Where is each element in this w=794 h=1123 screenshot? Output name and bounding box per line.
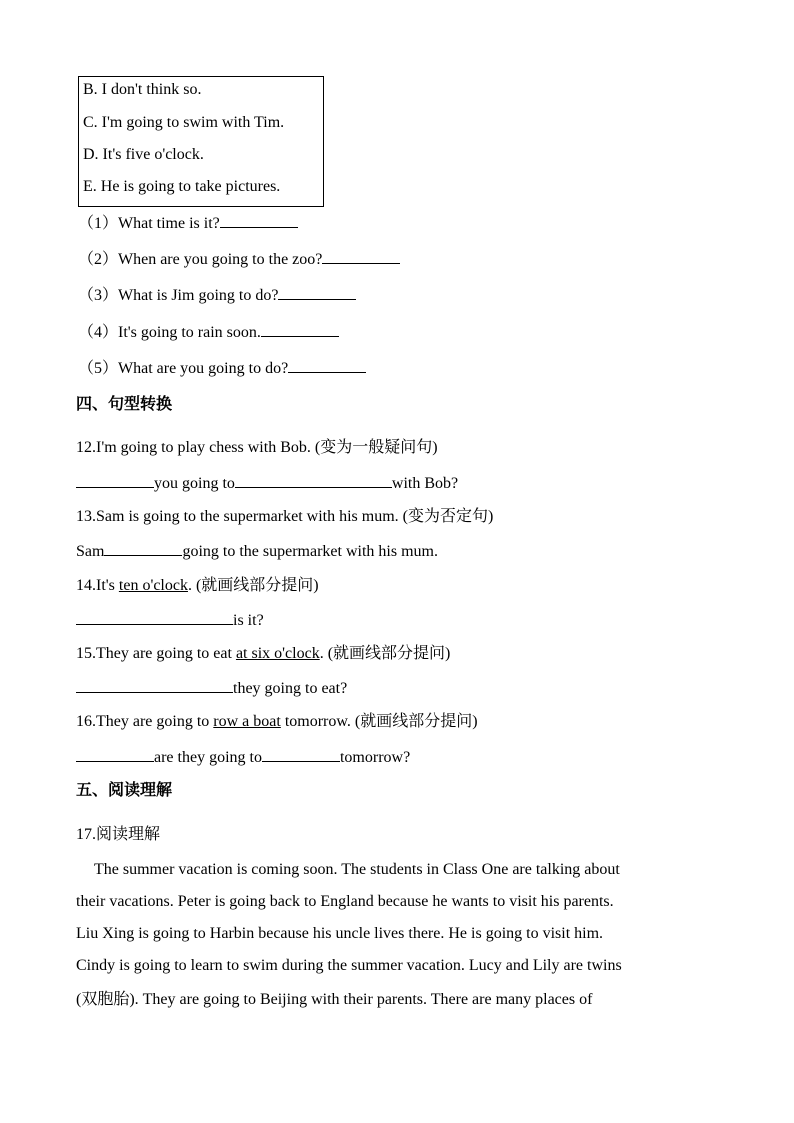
question-17-label: 17.阅读理解 <box>76 826 161 843</box>
question-14-prompt <box>76 576 319 596</box>
question-5-text: （5）What are you going to do? <box>78 360 289 377</box>
prompt-text: 15.They are going to eat <box>76 645 236 662</box>
underlined-phrase: row a boat <box>213 713 281 730</box>
answer-text: you going to <box>154 475 235 492</box>
answer-text: are they going to <box>154 749 262 766</box>
section-5-heading: 五、阅读理解 <box>76 780 173 799</box>
answer-text: tomorrow? <box>339 749 411 766</box>
question-12-prompt: 12.I'm going to play chess with Bob. (变为一般疑问句) <box>76 439 438 456</box>
question-3 <box>78 285 356 306</box>
passage-line: The summer vacation is coming soon. The students in Class One are talking about <box>94 861 620 878</box>
answer-text: Sam <box>76 543 105 560</box>
answer-blank[interactable] <box>322 249 400 264</box>
question-16-prompt <box>76 712 478 732</box>
answer-blank[interactable] <box>76 473 154 488</box>
question-14-answer <box>76 610 264 631</box>
question-12-answer <box>76 473 458 494</box>
answer-blank[interactable] <box>104 541 182 556</box>
prompt-text: . (就画线部分提问) <box>187 577 319 594</box>
option-d: D. It's five o'clock. <box>83 146 204 163</box>
question-16-answer <box>76 747 410 768</box>
question-4-text: （4）It's going to rain soon. <box>78 324 261 341</box>
prompt-text: 14.It's <box>76 577 119 594</box>
answer-blank[interactable] <box>262 747 340 762</box>
underlined-phrase: ten o'clock <box>118 577 188 594</box>
prompt-text: . (就画线部分提问) <box>319 645 451 662</box>
answer-blank[interactable] <box>288 358 366 373</box>
answer-blank[interactable] <box>220 213 298 228</box>
option-c: C. I'm going to swim with Tim. <box>83 114 285 131</box>
answer-text: with Bob? <box>391 475 459 492</box>
passage-line: Liu Xing is going to Harbin because his uncle lives there. He is going to visit him. <box>76 925 604 942</box>
passage-line: Cindy is going to learn to swim during the summer vacation. Lucy and Lily are twins <box>76 957 622 974</box>
prompt-text: tomorrow. (就画线部分提问) <box>280 713 478 730</box>
answer-text: is it? <box>233 612 264 629</box>
answer-text: going to the supermarket with his mum. <box>182 543 438 560</box>
question-5 <box>78 358 366 379</box>
options-box <box>78 76 324 207</box>
answer-blank[interactable] <box>261 322 339 337</box>
underlined-phrase: at six o'clock <box>235 645 320 662</box>
passage-line: their vacations. Peter is going back to England because he wants to visit his parents. <box>76 893 614 910</box>
question-15-answer <box>76 678 347 699</box>
answer-text: they going to eat? <box>233 680 348 697</box>
question-2 <box>78 249 400 270</box>
answer-blank[interactable] <box>76 747 154 762</box>
option-b: B. I don't think so. <box>83 81 202 98</box>
question-13-prompt: 13.Sam is going to the supermarket with his mum. (变为否定句) <box>76 508 494 525</box>
question-1 <box>78 213 298 234</box>
answer-blank[interactable] <box>278 285 356 300</box>
answer-blank[interactable] <box>235 473 392 488</box>
option-e: E. He is going to take pictures. <box>83 178 281 195</box>
question-13-answer <box>76 541 438 562</box>
section-4-heading: 四、句型转换 <box>76 394 173 413</box>
question-15-prompt <box>76 644 450 664</box>
answer-blank[interactable] <box>76 610 233 625</box>
question-4 <box>78 322 339 343</box>
question-2-text: （2）When are you going to the zoo? <box>78 251 323 268</box>
prompt-text: 16.They are going to <box>76 713 214 730</box>
question-1-text: （1）What time is it? <box>78 215 220 232</box>
passage-line: (双胞胎). They are going to Beijing with their parents. There are many places of <box>76 991 593 1008</box>
question-3-text: （3）What is Jim going to do? <box>78 287 279 304</box>
answer-blank[interactable] <box>76 678 233 693</box>
